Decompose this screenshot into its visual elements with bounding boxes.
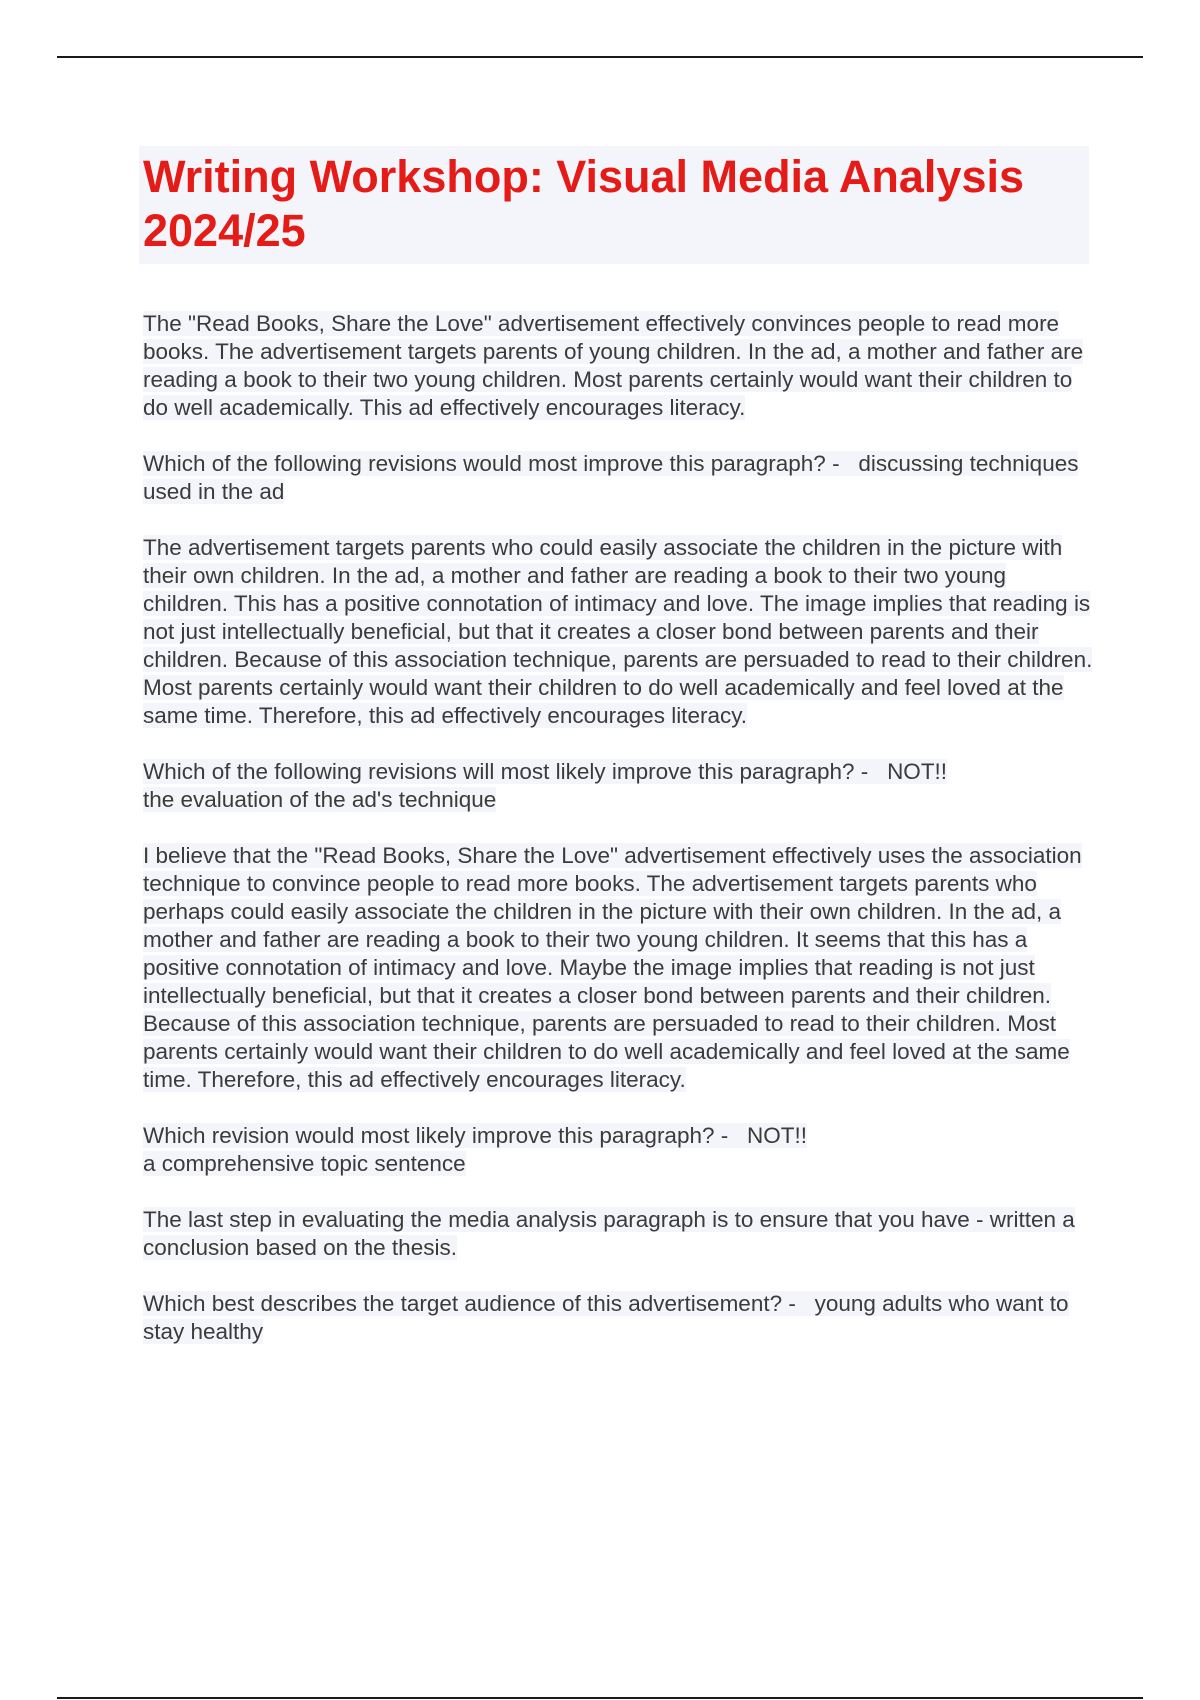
- qa-item-5: [143, 1290, 1093, 1346]
- answer-text: discussing techniques used in the ad: [143, 451, 1079, 504]
- title-block: [139, 146, 1089, 264]
- top-rule: [57, 56, 1143, 58]
- paragraph-text: The "Read Books, Share the Love" advertisement effectively convinces people to read more books. The advertisement targets parents of young children. In the ad, a mother and father are reading a book to their two young children. Most parents certainly would want their children to do well academically. This ad effectively encourages literacy.: [143, 311, 1084, 420]
- question-text: Which of the following revisions would most improve this paragraph? -: [143, 451, 840, 476]
- answer-text-line2: the evaluation of the ad's technique: [143, 787, 497, 812]
- paragraph-2: [143, 534, 1093, 730]
- qa-item-1: [143, 450, 1093, 506]
- qa-item-2: [143, 758, 1093, 814]
- answer-text: NOT!!: [747, 1123, 807, 1148]
- question-text: The last step in evaluating the media analysis paragraph is to ensure that you have -: [143, 1207, 984, 1232]
- answer-text: written a conclusion based on the thesis.: [143, 1207, 1075, 1260]
- document-body: [143, 310, 1093, 1346]
- paragraph-3: [143, 842, 1093, 1094]
- bottom-rule: [57, 1697, 1143, 1699]
- answer-text-line2: a comprehensive topic sentence: [143, 1151, 466, 1176]
- answer-text: NOT!!: [887, 759, 948, 784]
- question-text: Which best describes the target audience of this advertisement? -: [143, 1291, 796, 1316]
- document-content: [143, 146, 1093, 1374]
- answer-text: young adults who want to stay healthy: [143, 1291, 1069, 1344]
- paragraph-text: I believe that the "Read Books, Share the Love" advertisement effectively uses the association technique to convince people to read more books. The advertisement targets parents who perhaps could easily associate the children in the picture with their own children. In the ad, a mother and father are reading a book to their two young children. It seems that this has a positive connotation of intimacy and love. Maybe the image implies that reading is not just intellectually beneficial, but that it creates a closer bond between parents and their children. Because of this association technique, parents are persuaded to read to their children. Most parents certainly would want their children to do well academically and feel loved at the same time. Therefore, this ad effectively encourages literacy.: [143, 843, 1082, 1092]
- paragraph-text: The advertisement targets parents who could easily associate the children in the picture with their own children. In the ad, a mother and father are reading a book to their two young children. This has a positive connotation of intimacy and love. The image implies that reading is not just intellectually beneficial, but that it creates a closer bond between parents and their children. Because of this association technique, parents are persuaded to read to their children. Most parents certainly would want their children to do well academically and feel loved at the same time. Therefore, this ad effectively encourages literacy.: [143, 535, 1093, 728]
- question-text: Which revision would most likely improve this paragraph? -: [143, 1123, 729, 1148]
- document-title: Writing Workshop: Visual Media Analysis 2024/25: [143, 151, 1025, 256]
- question-text: Which of the following revisions will most likely improve this paragraph? -: [143, 759, 869, 784]
- paragraph-1: [143, 310, 1093, 422]
- qa-item-4: [143, 1206, 1093, 1262]
- qa-item-3: [143, 1122, 1093, 1178]
